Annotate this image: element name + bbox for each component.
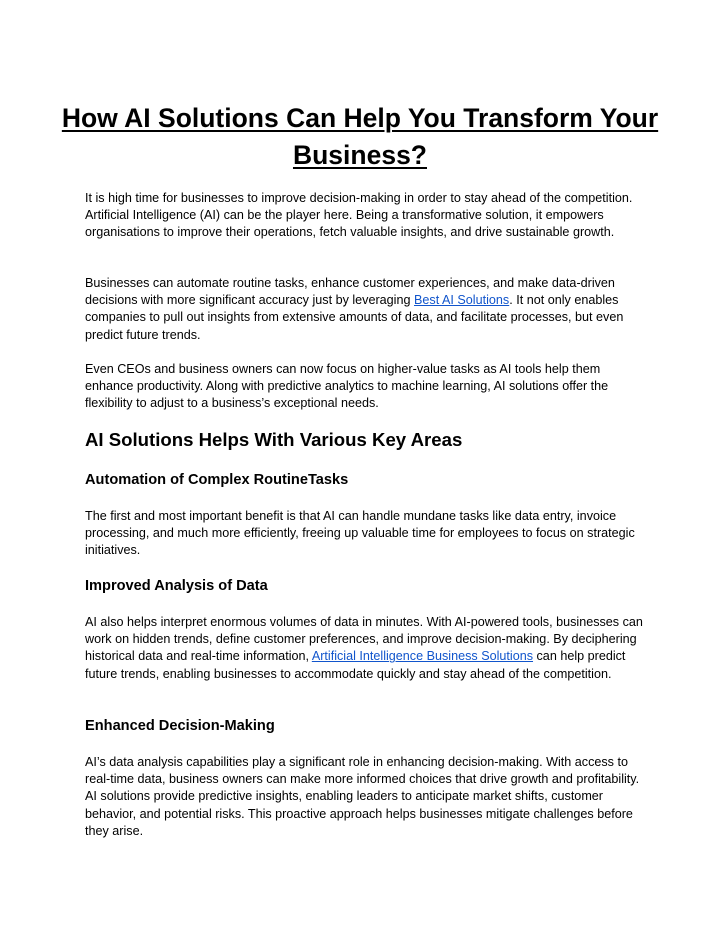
- subsection-heading-automation: Automation of Complex RoutineTasks: [85, 472, 349, 488]
- ai-business-solutions-link[interactable]: Artificial Intelligence Business Solutions: [311, 649, 534, 664]
- subsection-heading-data-analysis: Improved Analysis of Data: [85, 578, 268, 594]
- paragraph-text: Businesses can automate routine tasks, enhance customer experiences, and make data-driven decisions with more significant accuracy just by leveraging: [85, 276, 615, 308]
- subsection-heading-decision-making: Enhanced Decision-Making: [85, 718, 275, 734]
- best-ai-solutions-link[interactable]: Best AI Solutions: [414, 293, 510, 308]
- paragraph-text: AI also helps interpret enormous volumes of data in minutes. With AI-powered tools, businesses can work on hidden trends, define customer preferences, and improve decision-making. By deciphering historical data and real-time information,: [85, 615, 643, 664]
- subsection-paragraph-decision-making: AI’s data analysis capabilities play a significant role in enhancing decision-making. With access to real-time data, business owners can make more informed choices that drive growth and profitability. AI solutions provide predictive insights, enabling leaders to anticipate market shifts, customer behavior, and potential risks. This proactive approach helps businesses mitigate challenges before they arise.: [85, 755, 640, 838]
- paragraph-text: . It not only enables companies to pull out insights from extensive amounts of data, and facilitate processes, but even predict future trends.: [85, 293, 624, 342]
- intro-paragraph-2: [85, 275, 645, 344]
- subsection-paragraph-data-analysis: [85, 614, 645, 683]
- intro-paragraph-1: It is high time for businesses to improve decision-making in order to stay ahead of the competition. Artificial Intelligence (AI) can be the player here. Being a transformative solution, it empowers organisations to improve their operations, fetch valuable insights, and drive sustainable growth.: [85, 191, 633, 240]
- intro-paragraph-3: Even CEOs and business owners can now focus on higher-value tasks as AI tools help them enhance productivity. Along with predictive analytics to machine learning, AI solutions offer the flexibility to adjust to a business’s exceptional needs.: [85, 362, 609, 411]
- document-title: How AI Solutions Can Help You Transform Your Business?: [61, 103, 659, 170]
- section-heading: AI Solutions Helps With Various Key Areas: [85, 429, 463, 450]
- paragraph-text: can help predict future trends, enabling businesses to accommodate quickly and stay ahead of the competition.: [85, 649, 626, 681]
- subsection-paragraph-automation: The first and most important benefit is that AI can handle mundane tasks like data entry, invoice processing, and much more efficiently, freeing up valuable time for employees to focus on strategic initiatives.: [85, 509, 635, 558]
